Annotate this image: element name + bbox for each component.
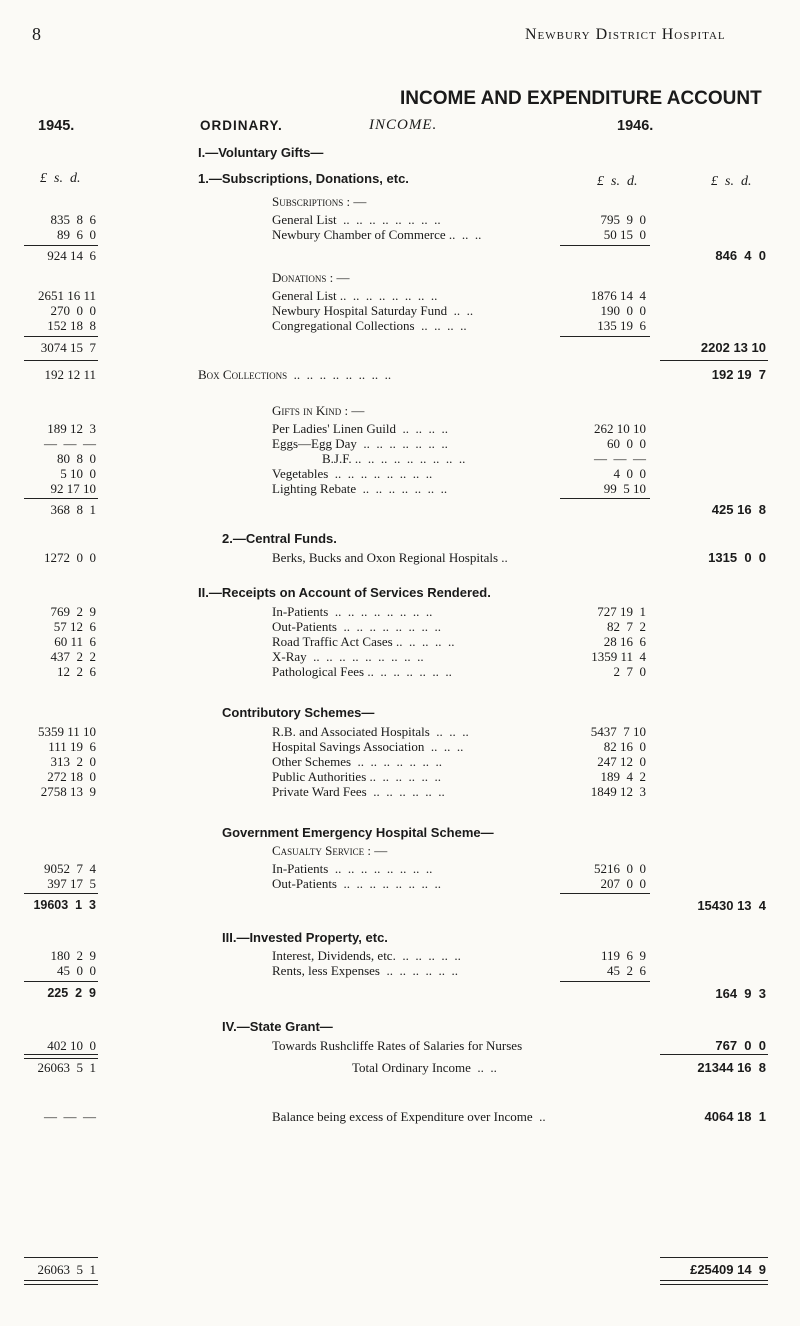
prev-subtotal: 3074 15 7: [40, 340, 96, 355]
line-label: In-Patients .. .. .. .. .. .. .. ..: [272, 861, 433, 876]
prev-amount: 2651 16 11: [37, 288, 96, 303]
government-scheme-heading: Government Emergency Hospital Scheme—: [222, 825, 494, 840]
prev-amount: 180 2 9: [50, 948, 96, 963]
prev-amount: 397 17 5: [47, 876, 96, 891]
prev-amount: 152 18 8: [47, 318, 96, 333]
contributory-heading: Contributory Schemes—: [222, 705, 375, 720]
prev-amount: 92 17 10: [50, 481, 96, 496]
subsection-subscriptions: 1.—Subscriptions, Donations, etc.: [198, 171, 409, 186]
box-collections-label: Box Collections .. .. .. .. .. .. .. ..: [198, 367, 392, 382]
subscriptions-heading: Subscriptions : —: [272, 194, 367, 209]
subtotal: 767 0 0: [715, 1038, 766, 1053]
prev-subtotal: 225 2 9: [47, 986, 96, 1000]
item-amount: 1849 12 3: [590, 784, 646, 799]
item-amount: 4 0 0: [613, 466, 646, 481]
item-amount: 99 5 10: [603, 481, 646, 496]
section-invested-property: III.—Invested Property, etc.: [222, 930, 388, 945]
line-label: Eggs—Egg Day .. .. .. .. .. .. ..: [272, 436, 448, 451]
line-label: Per Ladies' Linen Guild .. .. .. ..: [272, 421, 449, 436]
colhead-items: £ s. d.: [597, 174, 638, 189]
line-label: R.B. and Associated Hospitals .. .. ..: [272, 724, 469, 739]
line-label: Pathological Fees .. .. .. .. .. .. ..: [272, 664, 452, 679]
prev-amount: 111 19 6: [48, 739, 96, 754]
item-amount: 207 0 0: [600, 876, 646, 891]
item-amount: 262 10 10: [594, 421, 646, 436]
section-services-rendered: II.—Receipts on Account of Services Rendered.: [198, 585, 491, 600]
donations-heading: Donations : —: [272, 270, 350, 285]
prev-amount: 57 12 6: [53, 619, 96, 634]
item-amount: 1359 11 4: [591, 649, 646, 664]
line-label: Towards Rushcliffe Rates of Salaries for Nurses: [272, 1038, 523, 1053]
item-amount: 82 16 0: [603, 739, 646, 754]
line-label: Out-Patients .. .. .. .. .. .. .. ..: [272, 876, 441, 891]
line-label: Newbury Hospital Saturday Fund .. ..: [272, 303, 474, 318]
item-amount: 45 2 6: [607, 963, 646, 978]
item-amount: 189 4 2: [600, 769, 646, 784]
colhead-totals: £ s. d.: [711, 174, 752, 189]
page-number: 8: [32, 24, 41, 44]
line-label: In-Patients .. .. .. .. .. .. .. ..: [272, 604, 433, 619]
balance-label: Balance being excess of Expenditure over Income ..: [272, 1109, 546, 1124]
item-amount: 1876 14 4: [590, 288, 646, 303]
subtotal: 1315 0 0: [708, 550, 766, 565]
prev-amount: 835 8 6: [50, 212, 96, 227]
line-label: Lighting Rebate .. .. .. .. .. .. ..: [272, 481, 448, 496]
item-amount: 190 0 0: [600, 303, 646, 318]
subtotal: 164 9 3: [715, 986, 766, 1001]
item-amount: 119 6 9: [600, 948, 646, 963]
prev-amount: 402 10 0: [47, 1038, 96, 1053]
total-ordinary-income-label: Total Ordinary Income .. ..: [352, 1060, 497, 1075]
line-label: Interest, Dividends, etc. .. .. .. .. ..: [272, 948, 461, 963]
year-1945: 1945.: [38, 118, 75, 134]
prev-amount: 270 0 0: [50, 303, 96, 318]
prev-amount: — — —: [44, 436, 96, 451]
item-amount: 135 19 6: [597, 318, 646, 333]
line-label: Vegetables .. .. .. .. .. .. .. ..: [272, 466, 433, 481]
item-amount: 28 16 6: [603, 634, 646, 649]
prev-amount: 192 12 11: [44, 367, 96, 382]
item-amount: 2 7 0: [613, 664, 646, 679]
subtotal: 425 16 8: [711, 502, 766, 517]
prev-amount: 80 8 0: [57, 451, 96, 466]
section-voluntary-gifts: I.—Voluntary Gifts—: [198, 145, 324, 160]
prev-total-ordinary-income: 26063 5 1: [37, 1060, 96, 1075]
line-label: General List .. .. .. .. .. .. .. ..: [272, 212, 441, 227]
prev-amount: 12 2 6: [57, 664, 96, 679]
prev-amount: 45 0 0: [57, 963, 96, 978]
prev-subtotal: 924 14 6: [47, 248, 96, 263]
prev-subtotal: 19603 1 3: [33, 898, 96, 912]
item-amount: 60 0 0: [607, 436, 646, 451]
prev-grand-total: 26063 5 1: [37, 1262, 96, 1277]
line-label: Private Ward Fees .. .. .. .. .. ..: [272, 784, 445, 799]
balance-amount: 4064 18 1: [704, 1109, 766, 1124]
line-label: Hospital Savings Association .. .. ..: [272, 739, 464, 754]
item-amount: — — —: [594, 451, 646, 466]
item-amount: 50 15 0: [603, 227, 646, 242]
total-ordinary-income: 21344 16 8: [697, 1060, 766, 1075]
prev-amount: 272 18 0: [47, 769, 96, 784]
item-amount: 5437 7 10: [590, 724, 646, 739]
item-amount: 727 19 1: [597, 604, 646, 619]
line-label: Out-Patients .. .. .. .. .. .. .. ..: [272, 619, 441, 634]
prev-amount: 189 12 3: [47, 421, 96, 436]
ordinary-label: ORDINARY.: [200, 118, 283, 133]
line-label: Newbury Chamber of Commerce .. .. ..: [272, 227, 482, 242]
prev-amount: 5359 11 10: [37, 724, 96, 739]
line-label: Road Traffic Act Cases .. .. .. .. ..: [272, 634, 455, 649]
grand-total: £25409 14 9: [690, 1262, 766, 1277]
prev-amount: 437 2 2: [50, 649, 96, 664]
prev-amount: 1272 0 0: [44, 550, 96, 565]
prev-amount: 313 2 0: [50, 754, 96, 769]
item-amount: 5216 0 0: [594, 861, 646, 876]
subtotal: 2202 13 10: [700, 340, 766, 355]
prev-balance: — — —: [44, 1109, 96, 1124]
prev-amount: 9052 7 4: [44, 861, 96, 876]
section-state-grant: IV.—State Grant—: [222, 1019, 333, 1034]
subtotal: 15430 13 4: [697, 898, 766, 913]
colhead-1945: £ s. d.: [40, 171, 81, 186]
item-amount: 247 12 0: [597, 754, 646, 769]
prev-amount: 2758 13 9: [40, 784, 96, 799]
income-label: INCOME.: [369, 117, 438, 133]
prev-amount: 89 6 0: [57, 227, 96, 242]
prev-amount: 5 10 0: [60, 466, 96, 481]
central-funds-heading: 2.—Central Funds.: [222, 531, 337, 546]
prev-amount: 60 11 6: [54, 634, 96, 649]
document-title: INCOME AND EXPENDITURE ACCOUNT: [400, 88, 762, 109]
subtotal: 192 19 7: [711, 367, 766, 382]
line-label: General List .. .. .. .. .. .. .. ..: [272, 288, 438, 303]
line-label: Congregational Collections .. .. .. ..: [272, 318, 467, 333]
prev-subtotal: 368 8 1: [50, 502, 96, 517]
casualty-service-heading: Casualty Service : —: [272, 843, 388, 858]
line-label: Other Schemes .. .. .. .. .. .. ..: [272, 754, 443, 769]
item-amount: 82 7 2: [607, 619, 646, 634]
gifts-in-kind-heading: Gifts in Kind : —: [272, 403, 365, 418]
line-label: B.J.F. .. .. .. .. .. .. .. .. ..: [322, 451, 466, 466]
year-1946: 1946.: [617, 118, 654, 134]
running-head: Newbury District Hospital: [525, 26, 726, 43]
line-label: Public Authorities .. .. .. .. .. ..: [272, 769, 441, 784]
line-label: X-Ray .. .. .. .. .. .. .. .. ..: [272, 649, 424, 664]
subtotal: 846 4 0: [715, 248, 766, 263]
item-amount: 795 9 0: [600, 212, 646, 227]
line-label: Berks, Bucks and Oxon Regional Hospitals ..: [272, 550, 508, 565]
line-label: Rents, less Expenses .. .. .. .. .. ..: [272, 963, 458, 978]
prev-amount: 769 2 9: [50, 604, 96, 619]
